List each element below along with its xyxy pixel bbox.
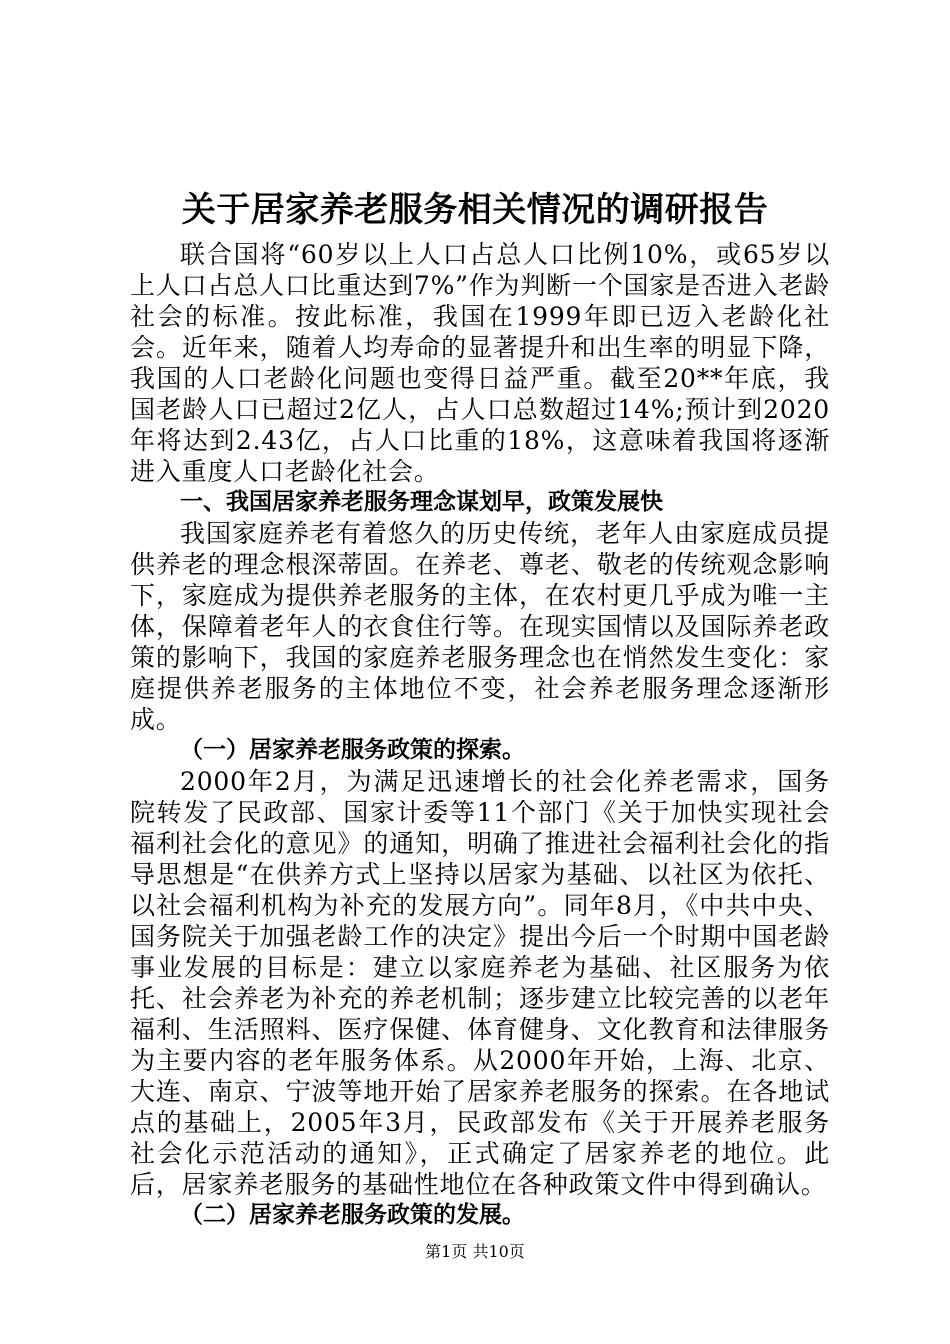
page-footer: 第1页 共10页	[425, 1242, 525, 1261]
paragraph-subsection-1: 2000年2月，为满足迅速增长的社会化养老需求，国务院转发了民政部、国家计委等11个部门《关于加快实现社会福利社会化的意见》的通知，明确了推进社会福利社会化的指导思想是“在供养方式上坚持以居家为基础、以社区为依托、以社会福利机构为补充的发展方向”。同年8月，《中共中央、国务院关于加强老龄工作的决定》提出今后一个时期中国老龄事业发展的目标是：建立以家庭养老为基础、社区服务为依托、社会养老为补充的养老机制；逐步建立比较完善的以老年福利、生活照料、医疗保健、体育健身、文化教育和法律服务为主要内容的老年服务体系。从2000年开始，上海、北京、大连、南京、宁波等地开始了居家养老服务的探索。在各地试点的基础上，2005年3月，民政部发布《关于开展养老服务社会化示范活动的通知》，正式确定了居家养老的地位。此后，居家养老服务的基础性地位在各种政策文件中得到确认。	[130, 767, 830, 1199]
subsection-heading-1: （一）居家养老服务政策的探索。	[180, 737, 525, 763]
document-title: 关于居家养老服务相关情况的调研报告	[181, 190, 769, 230]
paragraph-section-1: 我国家庭养老有着悠久的历史传统，老年人由家庭成员提供养老的理念根深蒂固。在养老、尊老、敬老的传统观念影响下，家庭成为提供养老服务的主体，在农村更几乎成为唯一主体，保障着老年人的衣食住行等。在现实国情以及国际养老政策的影响下，我国的家庭养老服务理念也在悄然发生变化：家庭提供养老服务的主体地位不变，社会养老服务理念逐渐形成。	[130, 519, 830, 734]
subsection-heading-2: （二）居家养老服务政策的发展。	[180, 1202, 525, 1228]
section-heading-1: 一、我国居家养老服务理念谋划早，政策发展快	[180, 489, 663, 515]
paragraph-intro: 联合国将“60岁以上人口占总人口比例10%，或65岁以上人口占总人口比重达到7%”作为判断一个国家是否进入老龄社会的标准。按此标准，我国在1999年即已迈入老龄化社会。近年来，随着人均寿命的显著提升和出生率的明显下降，我国的人口老龄化问题也变得日益严重。截至20**年底，我国老龄人口已超过2亿人，占人口总数超过14%;预计到2020年将达到2.43亿，占人口比重的18%，这意味着我国将逐渐进入重度人口老龄化社会。	[130, 240, 830, 486]
document-body	[130, 239, 830, 1231]
